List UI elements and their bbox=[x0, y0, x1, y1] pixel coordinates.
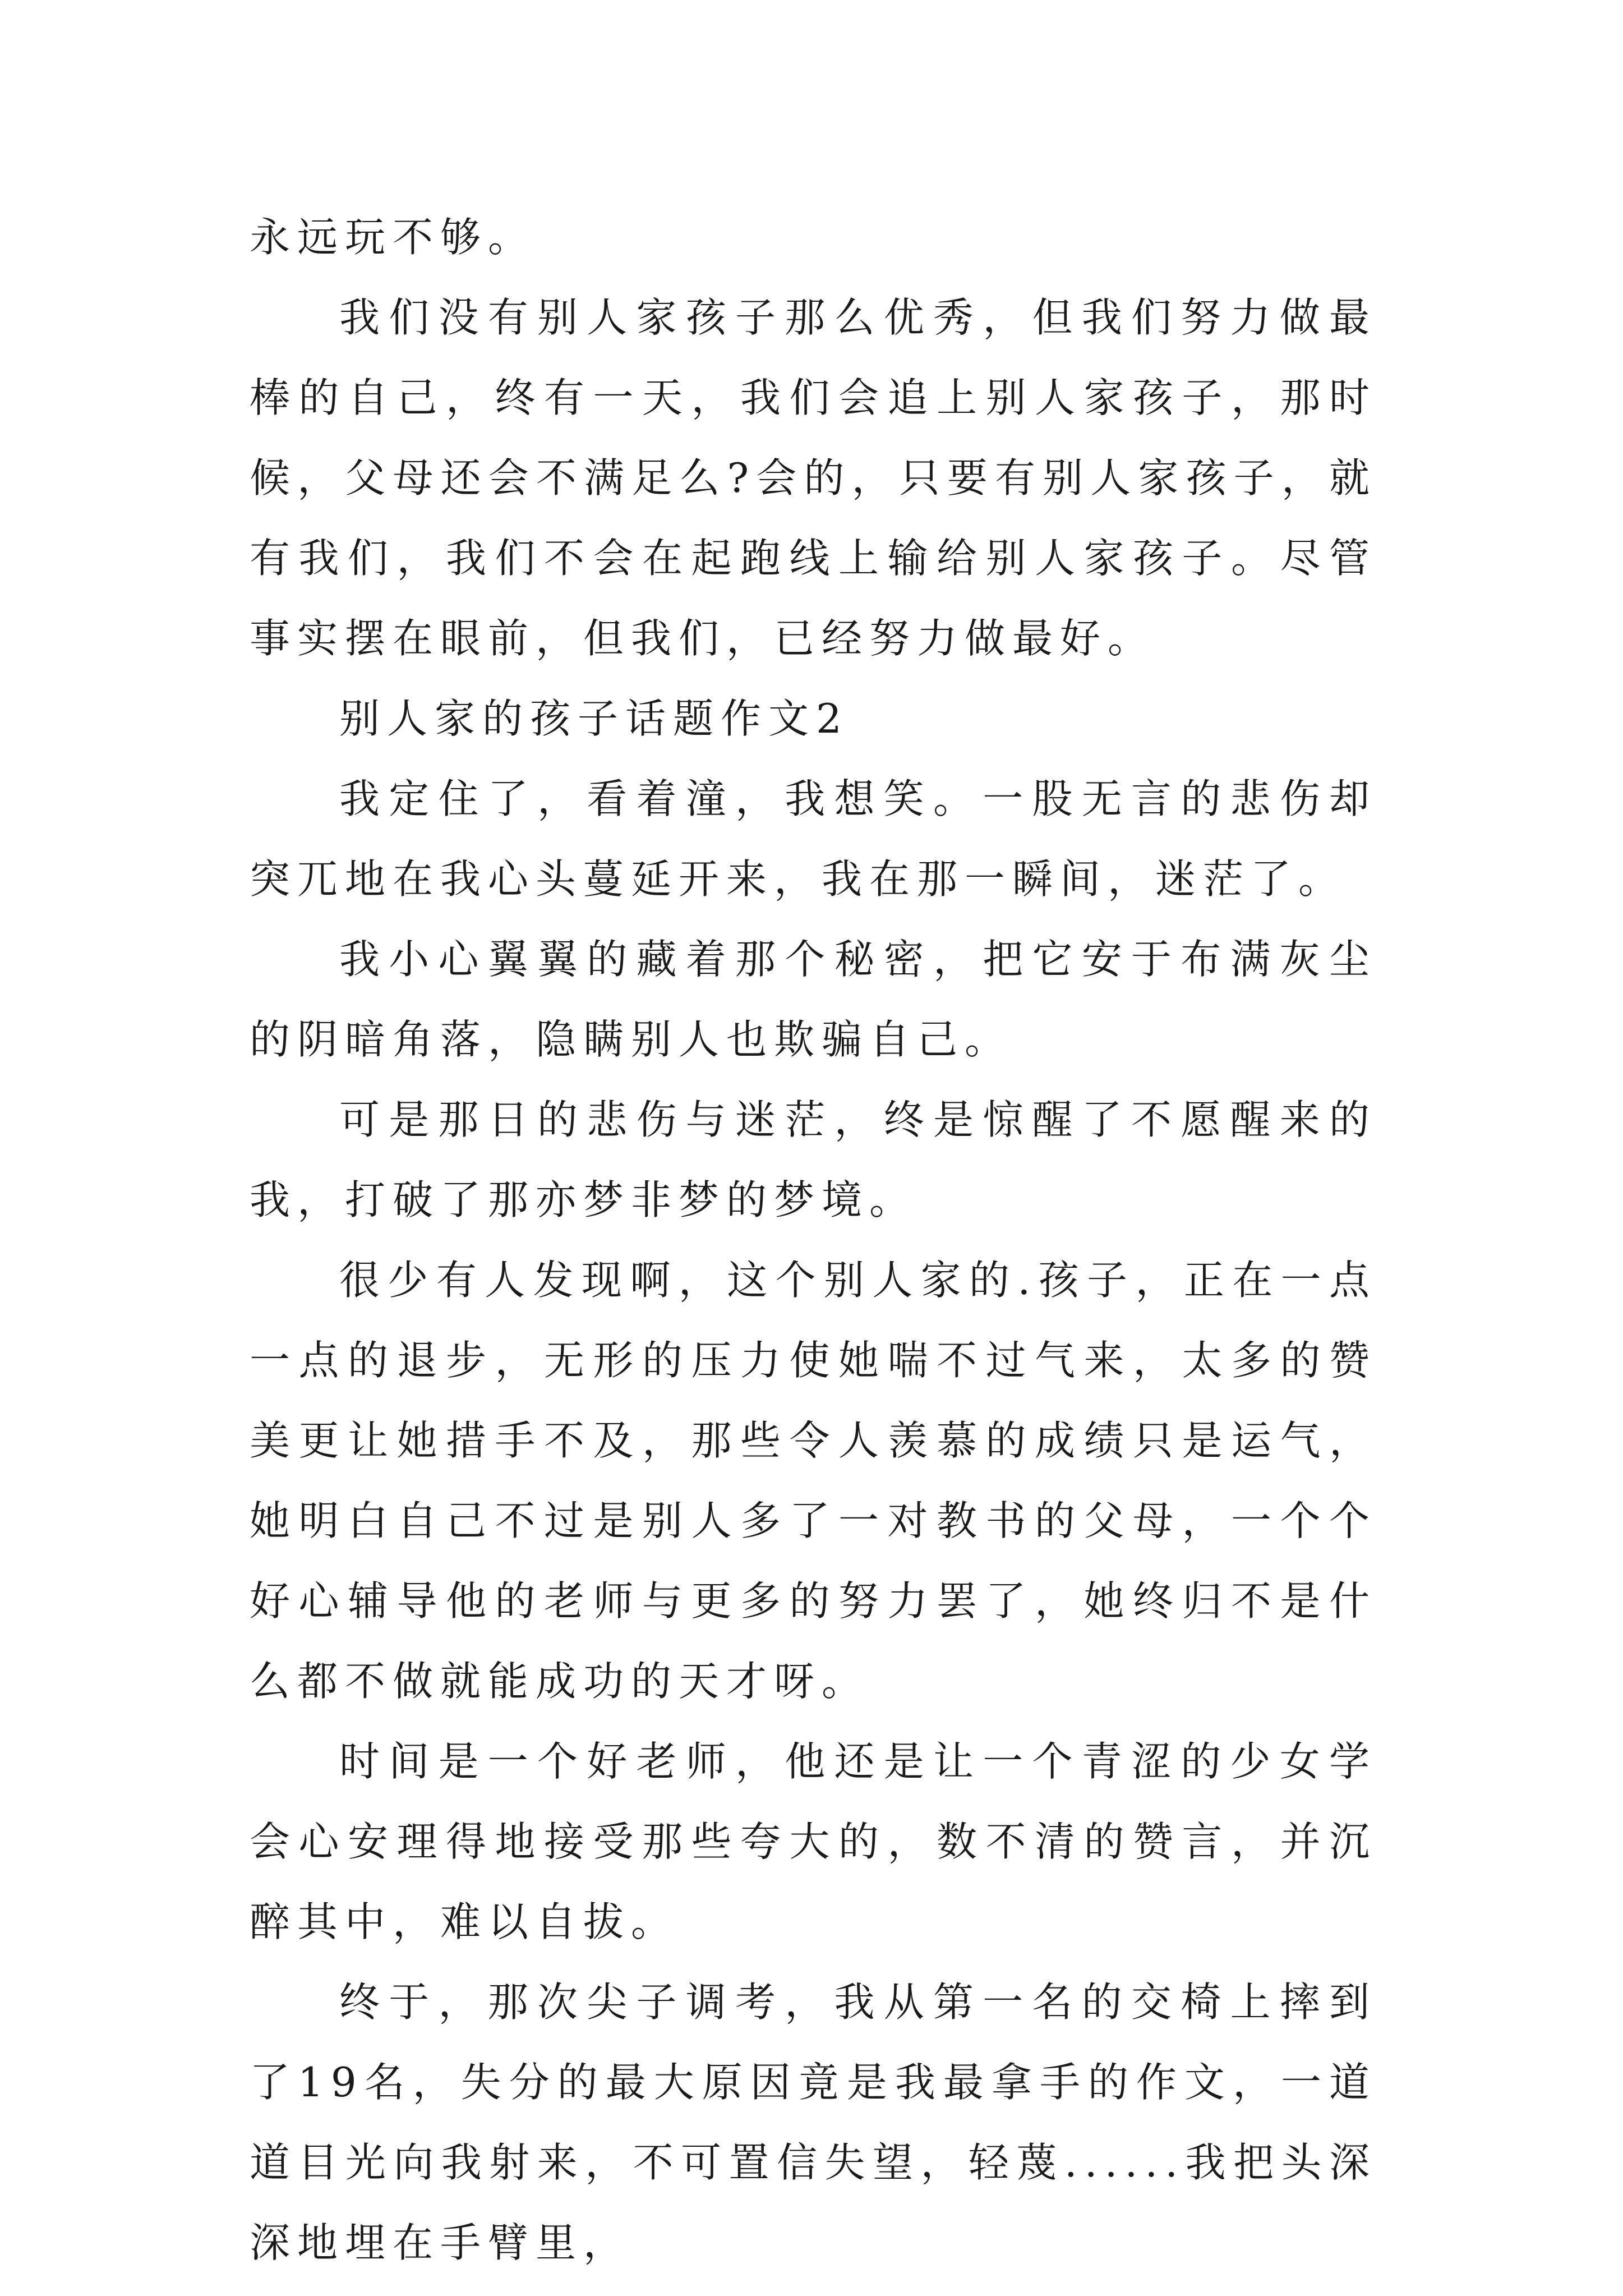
paragraph-3: 我定住了，看着潼，我想笑。一股无言的悲伤却突兀地在我心头蔓延开来，我在那一瞬间，迷茫了。 bbox=[250, 775, 1377, 903]
paragraph-4: 我小心翼翼的藏着那个秘密，把它安于布满灰尘的阴暗角落，隐瞒别人也欺骗自己。 bbox=[250, 936, 1377, 1063]
paragraph-5: 可是那日的悲伤与迷茫，终是惊醒了不愿醒来的我，打破了那亦梦非梦的梦境。 bbox=[250, 1096, 1377, 1223]
paragraph-1: 永远玩不够。 bbox=[250, 214, 536, 261]
paragraph-2: 我们没有别人家孩子那么优秀，但我们努力做最棒的自己，终有一天，我们会追上别人家孩子，那时候，父母还会不满足么?会的，只要有别人家孩子，就有我们，我们不会在起跑线上输给别人家孩子。尽管事实摆在眼前，但我们，已经努力做最好。 bbox=[250, 294, 1377, 662]
section-heading: 别人家的孩子话题作文2 bbox=[339, 695, 849, 742]
paragraph-6: 很少有人发现啊，这个别人家的.孩子，正在一点一点的退步，无形的压力使她喘不过气来，太多的赞美更让她措手不及，那些令人羡慕的成绩只是运气，她明白自己不过是别人多了一对教书的父母，一个个好心辅导他的老师与更多的努力罢了，她终归不是什么都不做就能成功的天才呀。 bbox=[250, 1257, 1377, 1705]
paragraph-7: 时间是一个好老师，他还是让一个青涩的少女学会心安理得地接受那些夸大的，数不清的赞言，并沉醉其中，难以自拔。 bbox=[250, 1738, 1377, 1945]
body-text bbox=[250, 197, 1377, 2283]
paragraph-8: 终于，那次尖子调考，我从第一名的交椅上摔到了19名，失分的最大原因竟是我最拿手的作文，一道道目光向我射来，不可置信失望，轻蔑......我把头深深地埋在手臂里， bbox=[250, 1978, 1377, 2266]
